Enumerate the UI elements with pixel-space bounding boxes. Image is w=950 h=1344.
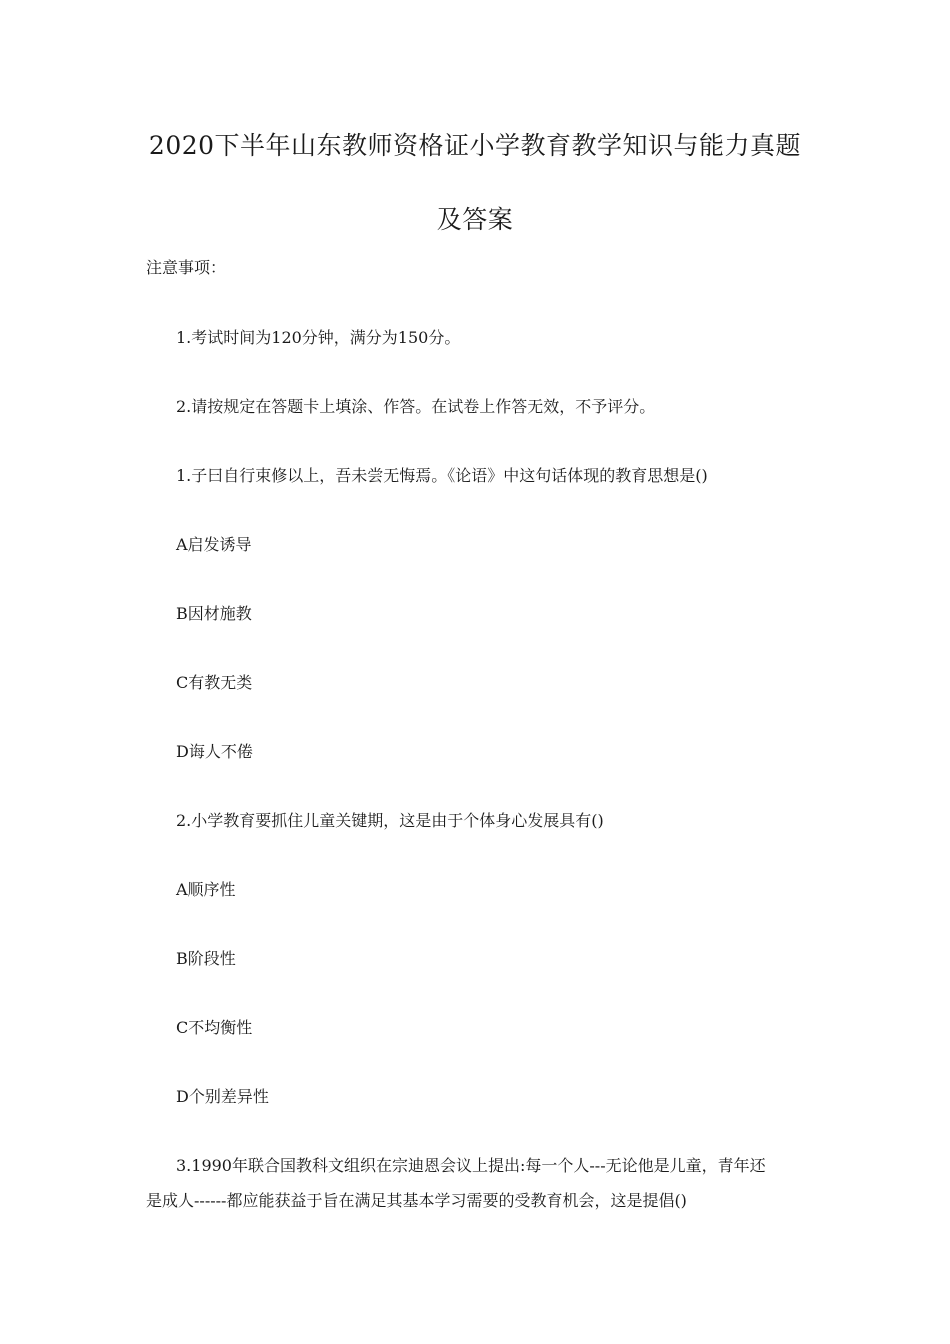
document-title-line-2: 及答案 <box>436 205 514 234</box>
question-2-option-d: D个别差异性 <box>176 1087 269 1106</box>
document-title-line-1: 2020下半年山东教师资格证小学教育教学知识与能力真题 <box>148 131 802 160</box>
question-1-stem: 1.子曰自行束修以上，吾未尝无悔焉。《论语》中这句话体现的教育思想是() <box>176 466 708 485</box>
notes-heading: 注意事项： <box>146 258 227 277</box>
question-3-stem-line-2: 是成人------都应能获益于旨在满足其基本学习需要的受教育机会，这是提倡() <box>146 1191 687 1210</box>
question-1-option-a: A启发诱导 <box>176 535 252 554</box>
question-3-stem-line-1: 3.1990年联合国教科文组织在宗迪恩会议上提出:每一个人---无论他是儿童，青年还 <box>176 1156 766 1175</box>
question-2-option-c: C不均衡性 <box>176 1018 253 1037</box>
question-2-option-a: A顺序性 <box>176 880 236 899</box>
question-2-stem: 2.小学教育要抓住儿童关键期，这是由于个体身心发展具有() <box>176 811 604 830</box>
question-2-option-b: B阶段性 <box>176 949 236 968</box>
note-item: 1.考试时间为120分钟，满分为150分。 <box>176 328 461 347</box>
question-1-option-b: B因材施教 <box>176 604 252 623</box>
note-item: 2.请按规定在答题卡上填涂、作答。在试卷上作答无效，不予评分。 <box>176 397 656 416</box>
question-1-option-d: D诲人不倦 <box>176 742 253 761</box>
question-1-option-c: C有教无类 <box>176 673 253 692</box>
